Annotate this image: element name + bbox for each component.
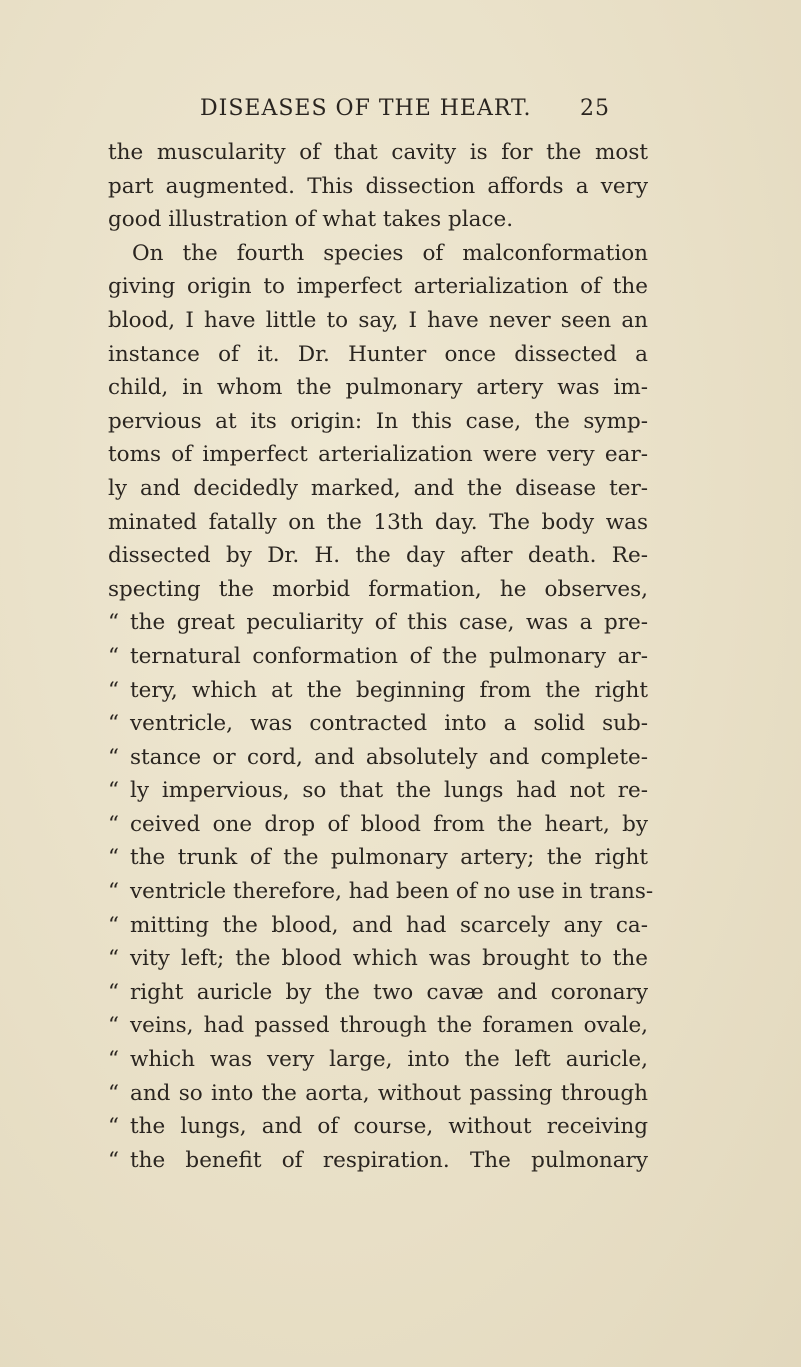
text-line: [108, 539, 648, 573]
line-text: tery, which at the beginning from the right: [130, 677, 648, 703]
quoted-line: [108, 1043, 648, 1077]
quoted-line: [108, 909, 648, 943]
quote-mark: “: [108, 979, 119, 1005]
quoted-line: [108, 606, 648, 640]
line-text: ternatural conformation of the pulmonary ar-: [130, 643, 648, 669]
line-text: and so into the aorta, without passing through: [130, 1080, 648, 1106]
quoted-line: [108, 875, 654, 909]
quote-mark: “: [108, 711, 119, 737]
line-text: ly and decidedly marked, and the disease ter-: [108, 475, 648, 501]
quoted-line: [108, 774, 648, 808]
line-text: giving origin to imperfect arterialization of the: [108, 274, 648, 300]
line-text: ly impervious, so that the lungs had not re-: [130, 778, 648, 804]
line-text: the benefit of respiration. The pulmonary: [130, 1147, 648, 1173]
quoted-line: [108, 1009, 648, 1043]
quote-mark: “: [108, 677, 119, 703]
quote-mark: “: [108, 912, 119, 938]
quoted-line: [108, 674, 648, 708]
line-text: instance of it. Dr. Hunter once dissected a: [108, 341, 648, 367]
quote-mark: “: [108, 1080, 119, 1106]
line-text: child, in whom the pulmonary artery was im-: [108, 375, 648, 401]
line-text: which was very large, into the left auricle,: [130, 1047, 648, 1073]
text-line: [108, 573, 648, 607]
quote-mark: “: [108, 946, 119, 972]
line-text: veins, had passed through the foramen ovale,: [130, 1013, 648, 1039]
line-text: pervious at its origin: In this case, the symp-: [108, 408, 648, 434]
quote-mark: “: [108, 610, 119, 636]
line-text: right auricle by the two cavæ and coronary: [130, 979, 648, 1005]
line-text: good illustration of what takes place.: [108, 207, 514, 233]
line-text: dissected by Dr. H. the day after death. Re-: [108, 543, 648, 569]
line-text: the great peculiarity of this case, was a pre-: [130, 610, 648, 636]
text-line: [108, 472, 648, 506]
text-line: [108, 270, 648, 304]
text-line: [108, 170, 648, 204]
line-text: vity left; the blood which was brought to the: [130, 946, 648, 972]
line-text: minated fatally on the 13th day. The body was: [108, 509, 648, 535]
quoted-line: [108, 841, 648, 875]
line-text: On the fourth species of malconformation: [132, 240, 648, 266]
line-text: toms of imperfect arterialization were very ear-: [108, 442, 648, 468]
quoted-line: [108, 1110, 648, 1144]
quoted-line: [108, 976, 648, 1010]
quote-mark: “: [108, 744, 119, 770]
line-text: the muscularity of that cavity is for the most: [108, 140, 648, 165]
quoted-line: [108, 1077, 648, 1111]
quoted-line: [108, 942, 648, 976]
line-text: stance or cord, and absolutely and complete-: [130, 744, 648, 770]
quote-mark: “: [108, 1147, 119, 1173]
quoted-line: [108, 640, 648, 674]
quote-mark: “: [108, 1013, 119, 1039]
quoted-line: [108, 808, 648, 842]
line-text: the trunk of the pulmonary artery; the right: [130, 845, 648, 871]
line-text: specting the morbid formation, he observes,: [108, 576, 648, 602]
text-line: [108, 136, 648, 170]
line-text: the lungs, and of course, without receiving: [130, 1114, 648, 1140]
body-text: [108, 136, 654, 1177]
quoted-line: [108, 741, 648, 775]
text-line: [108, 438, 648, 472]
quote-mark: “: [108, 643, 119, 669]
quoted-line: [108, 1144, 648, 1178]
text-line: [108, 506, 648, 540]
line-text: part augmented. This dissection affords a very: [108, 173, 648, 199]
quoted-line: [108, 707, 648, 741]
quote-mark: “: [108, 1114, 119, 1140]
quote-mark: “: [108, 879, 119, 905]
quote-mark: “: [108, 778, 119, 804]
page-number: 25: [580, 96, 610, 121]
line-text: ventricle therefore, had been of no use in trans-: [130, 879, 654, 905]
running-head: [200, 96, 610, 126]
quote-mark: “: [108, 845, 119, 871]
text-line: [108, 371, 648, 405]
running-head-title: DISEASES OF THE HEART.: [200, 96, 532, 121]
line-text: mitting the blood, and had scarcely any ca-: [130, 912, 648, 938]
quote-mark: “: [108, 1047, 119, 1073]
line-text: blood, I have little to say, I have never seen an: [108, 307, 648, 333]
text-line: [108, 338, 648, 372]
text-line: [108, 304, 648, 338]
text-line: [108, 405, 648, 439]
line-text: ventricle, was contracted into a solid sub-: [130, 711, 648, 737]
quote-mark: “: [108, 811, 119, 837]
line-text: ceived one drop of blood from the heart, by: [130, 811, 648, 837]
text-line: [108, 237, 648, 271]
text-line: [108, 203, 648, 237]
